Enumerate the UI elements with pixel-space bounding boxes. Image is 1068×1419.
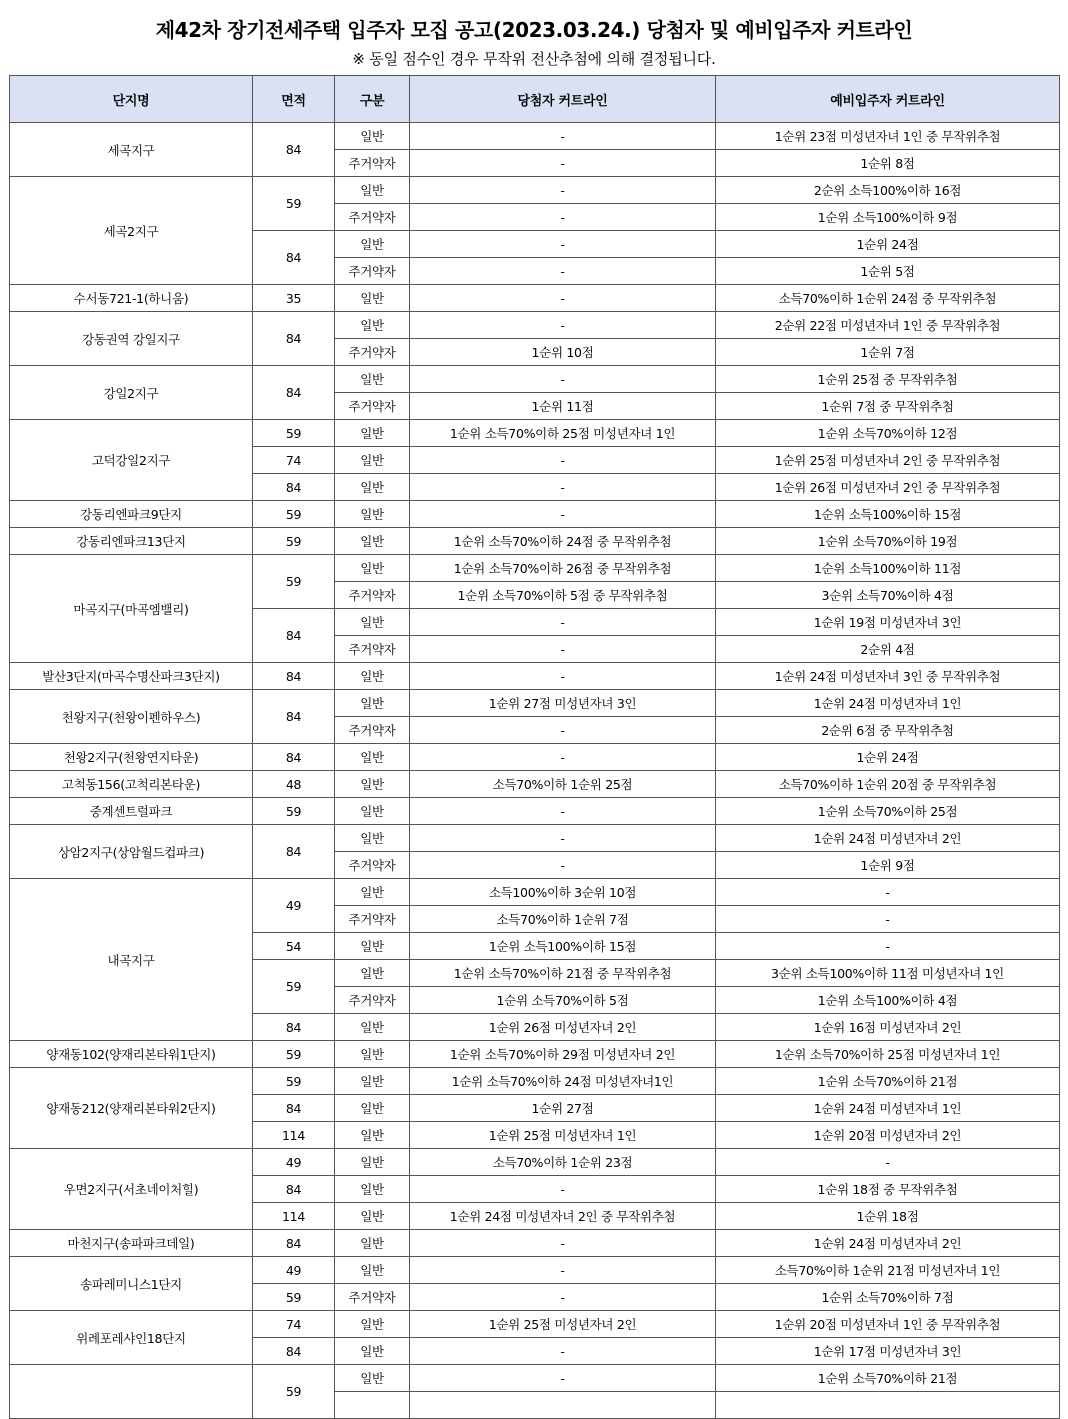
type-cell: 일반 <box>335 123 410 150</box>
type-cell: 일반 <box>335 1041 410 1068</box>
winner-cutline-cell: 1순위 11점 <box>410 393 716 420</box>
winner-cutline-cell: - <box>410 1230 716 1257</box>
type-cell: 일반 <box>335 1014 410 1041</box>
type-cell: 일반 <box>335 231 410 258</box>
winner-cutline-cell: - <box>410 285 716 312</box>
cutline-table <box>9 75 1060 1419</box>
reserve-cutline-cell: 2순위 4점 <box>716 636 1060 663</box>
winner-cutline-cell: 1순위 10점 <box>410 339 716 366</box>
area-cell: 84 <box>253 825 335 879</box>
type-cell: 일반 <box>335 1176 410 1203</box>
type-cell: 주거약자 <box>335 636 410 663</box>
reserve-cutline-cell: 1순위 24점 <box>716 744 1060 771</box>
table-row <box>10 1041 1060 1068</box>
area-cell: 49 <box>253 879 335 933</box>
header-winner-cutline: 당첨자 커트라인 <box>410 76 716 123</box>
type-cell: 일반 <box>335 825 410 852</box>
area-cell: 84 <box>253 1230 335 1257</box>
complex-name-cell: 강동리엔파크13단지 <box>10 528 253 555</box>
winner-cutline-cell: - <box>410 717 716 744</box>
area-cell: 59 <box>253 1041 335 1068</box>
area-cell: 59 <box>253 528 335 555</box>
area-cell: 59 <box>253 420 335 447</box>
table-row <box>10 798 1060 825</box>
winner-cutline-cell: - <box>410 744 716 771</box>
table-row <box>10 285 1060 312</box>
table-row <box>10 663 1060 690</box>
winner-cutline-cell: 1순위 26점 미성년자녀 2인 <box>410 1014 716 1041</box>
complex-name-cell: 수서동721-1(하니움) <box>10 285 253 312</box>
type-cell: 주거약자 <box>335 393 410 420</box>
area-cell: 48 <box>253 771 335 798</box>
reserve-cutline-cell: 1순위 18점 중 무작위추첨 <box>716 1176 1060 1203</box>
reserve-cutline-cell: 1순위 19점 미성년자녀 3인 <box>716 609 1060 636</box>
winner-cutline-cell: 1순위 소득70%이하 24점 미성년자녀1인 <box>410 1068 716 1095</box>
area-cell: 84 <box>253 1338 335 1365</box>
winner-cutline-cell: 1순위 25점 미성년자녀 2인 <box>410 1311 716 1338</box>
type-cell: 일반 <box>335 474 410 501</box>
winner-cutline-cell: - <box>410 447 716 474</box>
table-row <box>10 123 1060 150</box>
area-cell: 35 <box>253 285 335 312</box>
reserve-cutline-cell: 1순위 소득100%이하 15점 <box>716 501 1060 528</box>
reserve-cutline-cell: 1순위 24점 미성년자녀 2인 <box>716 1230 1060 1257</box>
winner-cutline-cell: - <box>410 609 716 636</box>
type-cell: 주거약자 <box>335 987 410 1014</box>
reserve-cutline-cell: 소득70%이하 1순위 21점 미성년자녀 1인 <box>716 1257 1060 1284</box>
winner-cutline-cell: - <box>410 123 716 150</box>
winner-cutline-cell: 1순위 소득70%이하 29점 미성년자녀 2인 <box>410 1041 716 1068</box>
header-area: 면적 <box>253 76 335 123</box>
winner-cutline-cell: 소득70%이하 1순위 25점 <box>410 771 716 798</box>
type-cell: 주거약자 <box>335 150 410 177</box>
type-cell: 일반 <box>335 528 410 555</box>
area-cell: 114 <box>253 1203 335 1230</box>
area-cell: 84 <box>253 312 335 366</box>
area-cell: 49 <box>253 1149 335 1176</box>
winner-cutline-cell: 1순위 25점 미성년자녀 1인 <box>410 1122 716 1149</box>
reserve-cutline-cell: 1순위 소득70%이하 25점 <box>716 798 1060 825</box>
winner-cutline-cell: - <box>410 177 716 204</box>
table-row <box>10 312 1060 339</box>
complex-name-cell <box>10 1365 253 1419</box>
reserve-cutline-cell: - <box>716 1149 1060 1176</box>
winner-cutline-cell: 소득70%이하 1순위 7점 <box>410 906 716 933</box>
winner-cutline-cell: - <box>410 501 716 528</box>
winner-cutline-cell: - <box>410 1338 716 1365</box>
type-cell: 주거약자 <box>335 906 410 933</box>
reserve-cutline-cell: 2순위 소득100%이하 16점 <box>716 177 1060 204</box>
complex-name-cell: 송파레미니스1단지 <box>10 1257 253 1311</box>
winner-cutline-cell: - <box>410 150 716 177</box>
table-row <box>10 771 1060 798</box>
winner-cutline-cell <box>410 1392 716 1419</box>
table-row <box>10 501 1060 528</box>
winner-cutline-cell: 1순위 27점 미성년자녀 3인 <box>410 690 716 717</box>
reserve-cutline-cell: 1순위 23점 미성년자녀 1인 중 무작위추첨 <box>716 123 1060 150</box>
type-cell: 일반 <box>335 555 410 582</box>
reserve-cutline-cell: 3순위 소득70%이하 4점 <box>716 582 1060 609</box>
reserve-cutline-cell: 1순위 18점 <box>716 1203 1060 1230</box>
complex-name-cell: 마곡지구(마곡엠밸리) <box>10 555 253 663</box>
type-cell: 일반 <box>335 1203 410 1230</box>
complex-name-cell: 강동리엔파크9단지 <box>10 501 253 528</box>
table-row <box>10 177 1060 204</box>
winner-cutline-cell: 1순위 24점 미성년자녀 2인 중 무작위추첨 <box>410 1203 716 1230</box>
area-cell: 59 <box>253 555 335 609</box>
complex-name-cell: 세곡지구 <box>10 123 253 177</box>
type-cell: 일반 <box>335 1257 410 1284</box>
area-cell: 84 <box>253 663 335 690</box>
area-cell: 59 <box>253 1365 335 1419</box>
table-row <box>10 1149 1060 1176</box>
reserve-cutline-cell: 1순위 24점 미성년자녀 1인 <box>716 690 1060 717</box>
reserve-cutline-cell: 1순위 소득100%이하 9점 <box>716 204 1060 231</box>
winner-cutline-cell: - <box>410 312 716 339</box>
table-row <box>10 1257 1060 1284</box>
type-cell: 일반 <box>335 312 410 339</box>
complex-name-cell: 발산3단지(마곡수명산파크3단지) <box>10 663 253 690</box>
type-cell: 일반 <box>335 609 410 636</box>
reserve-cutline-cell: 소득70%이하 1순위 24점 중 무작위추첨 <box>716 285 1060 312</box>
reserve-cutline-cell: 1순위 7점 중 무작위추첨 <box>716 393 1060 420</box>
header-complex: 단지명 <box>10 76 253 123</box>
area-cell: 59 <box>253 798 335 825</box>
type-cell: 일반 <box>335 447 410 474</box>
complex-name-cell: 천왕2지구(천왕연지타운) <box>10 744 253 771</box>
type-cell: 일반 <box>335 501 410 528</box>
reserve-cutline-cell: 1순위 25점 미성년자녀 2인 중 무작위추첨 <box>716 447 1060 474</box>
complex-name-cell: 양재동212(양재리본타워2단지) <box>10 1068 253 1149</box>
type-cell: 일반 <box>335 690 410 717</box>
page-subtitle: ※ 동일 점수인 경우 무작위 전산추첨에 의해 결정됩니다. <box>352 50 716 68</box>
winner-cutline-cell: - <box>410 204 716 231</box>
reserve-cutline-cell: 2순위 6점 중 무작위추첨 <box>716 717 1060 744</box>
winner-cutline-cell: 1순위 소득70%이하 26점 중 무작위추첨 <box>410 555 716 582</box>
reserve-cutline-cell: 1순위 소득100%이하 4점 <box>716 987 1060 1014</box>
table-row <box>10 744 1060 771</box>
type-cell: 일반 <box>335 798 410 825</box>
winner-cutline-cell: - <box>410 1284 716 1311</box>
area-cell: 74 <box>253 1311 335 1338</box>
table-body <box>10 123 1060 1419</box>
complex-name-cell: 상암2지구(상암월드컵파크) <box>10 825 253 879</box>
complex-name-cell: 강동권역 강일지구 <box>10 312 253 366</box>
reserve-cutline-cell: 1순위 25점 중 무작위추첨 <box>716 366 1060 393</box>
winner-cutline-cell: - <box>410 366 716 393</box>
area-cell: 84 <box>253 231 335 285</box>
area-cell: 84 <box>253 1176 335 1203</box>
area-cell: 59 <box>253 1284 335 1311</box>
complex-name-cell: 천왕지구(천왕이펜하우스) <box>10 690 253 744</box>
type-cell: 일반 <box>335 960 410 987</box>
table-row <box>10 555 1060 582</box>
type-cell: 주거약자 <box>335 717 410 744</box>
reserve-cutline-cell: 1순위 17점 미성년자녀 3인 <box>716 1338 1060 1365</box>
winner-cutline-cell: 1순위 소득70%이하 25점 미성년자녀 1인 <box>410 420 716 447</box>
table-row <box>10 366 1060 393</box>
type-cell: 일반 <box>335 366 410 393</box>
table-row <box>10 1230 1060 1257</box>
type-cell: 일반 <box>335 420 410 447</box>
winner-cutline-cell: 1순위 소득70%이하 24점 중 무작위추첨 <box>410 528 716 555</box>
winner-cutline-cell: - <box>410 1257 716 1284</box>
area-cell: 49 <box>253 1257 335 1284</box>
winner-cutline-cell: - <box>410 1176 716 1203</box>
area-cell: 84 <box>253 123 335 177</box>
area-cell: 84 <box>253 744 335 771</box>
winner-cutline-cell: - <box>410 636 716 663</box>
reserve-cutline-cell: 2순위 22점 미성년자녀 1인 중 무작위추첨 <box>716 312 1060 339</box>
reserve-cutline-cell: 1순위 24점 미성년자녀 1인 <box>716 1095 1060 1122</box>
complex-name-cell: 양재동102(양재리본타워1단지) <box>10 1041 253 1068</box>
reserve-cutline-cell: 1순위 소득70%이하 12점 <box>716 420 1060 447</box>
area-cell: 59 <box>253 1068 335 1095</box>
type-cell: 일반 <box>335 1338 410 1365</box>
winner-cutline-cell: 1순위 소득100%이하 15점 <box>410 933 716 960</box>
table-row <box>10 1068 1060 1095</box>
reserve-cutline-cell: 1순위 20점 미성년자녀 1인 중 무작위추첨 <box>716 1311 1060 1338</box>
winner-cutline-cell: - <box>410 1365 716 1392</box>
table-row <box>10 528 1060 555</box>
area-cell: 84 <box>253 609 335 663</box>
area-cell: 84 <box>253 1095 335 1122</box>
winner-cutline-cell: - <box>410 663 716 690</box>
type-cell: 일반 <box>335 1311 410 1338</box>
reserve-cutline-cell: 1순위 7점 <box>716 339 1060 366</box>
type-cell: 일반 <box>335 1095 410 1122</box>
winner-cutline-cell: 1순위 소득70%이하 5점 <box>410 987 716 1014</box>
reserve-cutline-cell: 1순위 소득70%이하 21점 <box>716 1068 1060 1095</box>
type-cell: 일반 <box>335 285 410 312</box>
table-header-row <box>10 76 1060 123</box>
winner-cutline-cell: 1순위 27점 <box>410 1095 716 1122</box>
type-cell: 일반 <box>335 744 410 771</box>
reserve-cutline-cell <box>716 1392 1060 1419</box>
reserve-cutline-cell: 3순위 소득100%이하 11점 미성년자녀 1인 <box>716 960 1060 987</box>
winner-cutline-cell: - <box>410 258 716 285</box>
area-cell: 84 <box>253 366 335 420</box>
reserve-cutline-cell: 1순위 26점 미성년자녀 2인 중 무작위추첨 <box>716 474 1060 501</box>
complex-name-cell: 중계센트럴파크 <box>10 798 253 825</box>
reserve-cutline-cell: - <box>716 906 1060 933</box>
reserve-cutline-cell: 1순위 8점 <box>716 150 1060 177</box>
winner-cutline-cell: - <box>410 852 716 879</box>
type-cell: 일반 <box>335 933 410 960</box>
winner-cutline-cell: - <box>410 474 716 501</box>
complex-name-cell: 고덕강일2지구 <box>10 420 253 501</box>
type-cell: 일반 <box>335 1365 410 1392</box>
type-cell: 일반 <box>335 1068 410 1095</box>
reserve-cutline-cell: 1순위 소득70%이하 25점 미성년자녀 1인 <box>716 1041 1060 1068</box>
winner-cutline-cell: 1순위 소득70%이하 21점 중 무작위추첨 <box>410 960 716 987</box>
complex-name-cell: 강일2지구 <box>10 366 253 420</box>
type-cell: 주거약자 <box>335 339 410 366</box>
reserve-cutline-cell: 1순위 소득70%이하 19점 <box>716 528 1060 555</box>
table-row <box>10 690 1060 717</box>
page-title: 제42차 장기전세주택 입주자 모집 공고(2023.03.24.) 당첨자 및 예비입주자 커트라인 <box>155 18 913 42</box>
complex-name-cell: 우면2지구(서초네이처힐) <box>10 1149 253 1230</box>
area-cell: 84 <box>253 474 335 501</box>
area-cell: 84 <box>253 1014 335 1041</box>
type-cell: 일반 <box>335 771 410 798</box>
type-cell: 일반 <box>335 1149 410 1176</box>
winner-cutline-cell: 1순위 소득70%이하 5점 중 무작위추첨 <box>410 582 716 609</box>
table-row <box>10 1311 1060 1338</box>
type-cell <box>335 1392 410 1419</box>
complex-name-cell: 마천지구(송파파크데일) <box>10 1230 253 1257</box>
cutline-table-container <box>9 75 1059 1399</box>
reserve-cutline-cell: 소득70%이하 1순위 20점 중 무작위추첨 <box>716 771 1060 798</box>
complex-name-cell: 고척동156(고척리본타운) <box>10 771 253 798</box>
reserve-cutline-cell: 1순위 24점 미성년자녀 2인 <box>716 825 1060 852</box>
reserve-cutline-cell: 1순위 소득100%이하 11점 <box>716 555 1060 582</box>
reserve-cutline-cell: 1순위 소득70%이하 7점 <box>716 1284 1060 1311</box>
type-cell: 일반 <box>335 879 410 906</box>
type-cell: 일반 <box>335 177 410 204</box>
reserve-cutline-cell: - <box>716 933 1060 960</box>
area-cell: 84 <box>253 690 335 744</box>
area-cell: 114 <box>253 1122 335 1149</box>
reserve-cutline-cell: 1순위 24점 미성년자녀 3인 중 무작위추첨 <box>716 663 1060 690</box>
area-cell: 59 <box>253 177 335 231</box>
winner-cutline-cell: 소득70%이하 1순위 23점 <box>410 1149 716 1176</box>
header-type: 구분 <box>335 76 410 123</box>
type-cell: 일반 <box>335 1230 410 1257</box>
area-cell: 54 <box>253 933 335 960</box>
type-cell: 주거약자 <box>335 258 410 285</box>
table-row <box>10 420 1060 447</box>
winner-cutline-cell: - <box>410 231 716 258</box>
type-cell: 주거약자 <box>335 852 410 879</box>
area-cell: 59 <box>253 501 335 528</box>
winner-cutline-cell: 소득100%이하 3순위 10점 <box>410 879 716 906</box>
reserve-cutline-cell: 1순위 9점 <box>716 852 1060 879</box>
complex-name-cell: 위례포레샤인18단지 <box>10 1311 253 1365</box>
winner-cutline-cell: - <box>410 825 716 852</box>
complex-name-cell: 내곡지구 <box>10 879 253 1041</box>
header-reserve-cutline: 예비입주자 커트라인 <box>716 76 1060 123</box>
reserve-cutline-cell: 1순위 24점 <box>716 231 1060 258</box>
table-row <box>10 879 1060 906</box>
type-cell: 주거약자 <box>335 204 410 231</box>
type-cell: 주거약자 <box>335 582 410 609</box>
type-cell: 주거약자 <box>335 1284 410 1311</box>
complex-name-cell: 세곡2지구 <box>10 177 253 285</box>
reserve-cutline-cell: 1순위 5점 <box>716 258 1060 285</box>
table-row <box>10 1365 1060 1392</box>
area-cell: 59 <box>253 960 335 1014</box>
reserve-cutline-cell: 1순위 20점 미성년자녀 2인 <box>716 1122 1060 1149</box>
type-cell: 일반 <box>335 663 410 690</box>
reserve-cutline-cell: - <box>716 879 1060 906</box>
reserve-cutline-cell: 1순위 소득70%이하 21점 <box>716 1365 1060 1392</box>
area-cell: 74 <box>253 447 335 474</box>
table-row <box>10 825 1060 852</box>
winner-cutline-cell: - <box>410 798 716 825</box>
reserve-cutline-cell: 1순위 16점 미성년자녀 2인 <box>716 1014 1060 1041</box>
type-cell: 일반 <box>335 1122 410 1149</box>
